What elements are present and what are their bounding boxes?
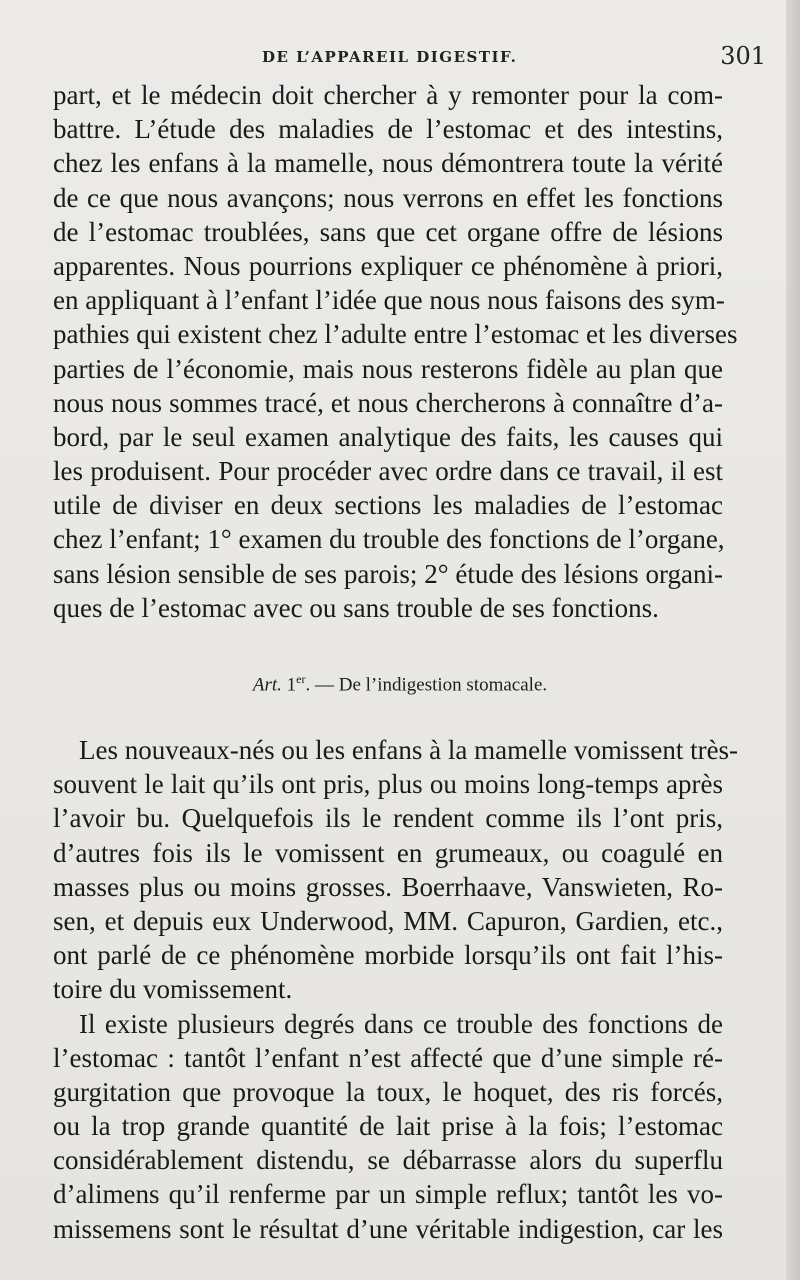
text-line: Les nouveaux-nés ou les enfans à la mamelle vomissent très- <box>79 735 739 765</box>
text-line: de l’estomac troublées, sans que cet organe offre de lésions <box>53 216 723 247</box>
text-line: Il existe plusieurs degrés dans ce trouble des fonctions de <box>79 1008 723 1039</box>
text-line: ques de l’estomac avec ou sans trouble de ses fonctions. <box>53 592 659 623</box>
section-heading <box>0 672 800 696</box>
text-line: masses plus ou moins grosses. Boerrhaave, Vanswieten, Ro- <box>53 871 723 902</box>
running-head: DE L’APPAREIL DIGESTIF. <box>262 48 518 66</box>
paragraph-2-3 <box>53 733 739 1246</box>
art-ordinal: er <box>296 672 306 686</box>
text-line: part, et le médecin doit chercher à y remonter pour la com- <box>53 80 723 110</box>
text-line: chez l’enfant; 1° examen du trouble des fonctions de l’organe, <box>53 524 725 555</box>
text-line: l’estomac : tantôt l’enfant n’est affecté que d’une simple ré- <box>53 1042 723 1073</box>
text-line: utile de diviser en deux sections les maladies de l’estomac <box>53 490 723 521</box>
text-line: toire du vomissement. <box>53 974 293 1005</box>
text-line: l’avoir bu. Quelquefois ils le rendent comme ils l’ont pris, <box>53 803 723 834</box>
text-line: sen, et depuis eux Underwood, MM. Capuron, Gardien, etc., <box>53 905 723 936</box>
page-edge <box>786 0 800 1280</box>
page-number: 301 <box>720 42 766 70</box>
art-label: Art. <box>252 674 282 696</box>
text-line: missemens sont le résultat d’une véritable indigestion, car les <box>53 1213 723 1244</box>
text-line: chez les enfans à la mamelle, nous démontrera toute la vérité <box>53 148 723 179</box>
text-line: parties de l’économie, mais nous resterons fidèle au plan que <box>53 353 723 384</box>
text-line: d’alimens qu’il renferme par un simple reflux; tantôt les vo- <box>53 1179 723 1210</box>
text-line: bord, par le seul examen analytique des faits, les causes qui <box>53 421 723 452</box>
text-line: d’autres fois ils le vomissent en grumeaux, ou coagulé en <box>53 837 723 868</box>
text-line: de ce que nous avançons; nous verrons en effet les fonctions <box>53 182 723 213</box>
text-line: nous nous sommes tracé, et nous chercherons à connaître d’a- <box>53 387 723 418</box>
text-line: ou la trop grande quantité de lait prise à la fois; l’estomac <box>53 1111 723 1142</box>
paragraph-1 <box>53 78 738 625</box>
text-line: ont parlé de ce phénomène morbide lorsqu’ils ont fait l’his- <box>53 940 723 971</box>
text-line: apparentes. Nous pourrions expliquer ce phénomène à priori, <box>53 250 723 281</box>
text-line: sans lésion sensible de ses parois; 2° étude des lésions organi- <box>53 558 723 589</box>
text-line: les produisent. Pour procéder avec ordre dans ce travail, il est <box>53 456 723 487</box>
text-line: gurgitation que provoque la toux, le hoquet, des ris forcés, <box>53 1076 723 1107</box>
text-line: pathies qui existent chez l’adulte entre l’estomac et les diverses <box>53 319 738 350</box>
text-line: battre. L’étude des maladies de l’estomac et des intestins, <box>53 114 723 145</box>
section-title: . — De l’indigestion stomacale. <box>305 674 548 696</box>
text-line: souvent le lait qu’ils ont pris, plus ou moins long-temps après <box>53 769 723 800</box>
art-number: 1 <box>286 674 297 696</box>
text-line: considérablement distendu, se débarrasse alors du superflu <box>53 1145 723 1176</box>
page-header <box>0 38 800 78</box>
text-line: en appliquant à l’enfant l’idée que nous nous faisons des sym- <box>53 285 725 316</box>
